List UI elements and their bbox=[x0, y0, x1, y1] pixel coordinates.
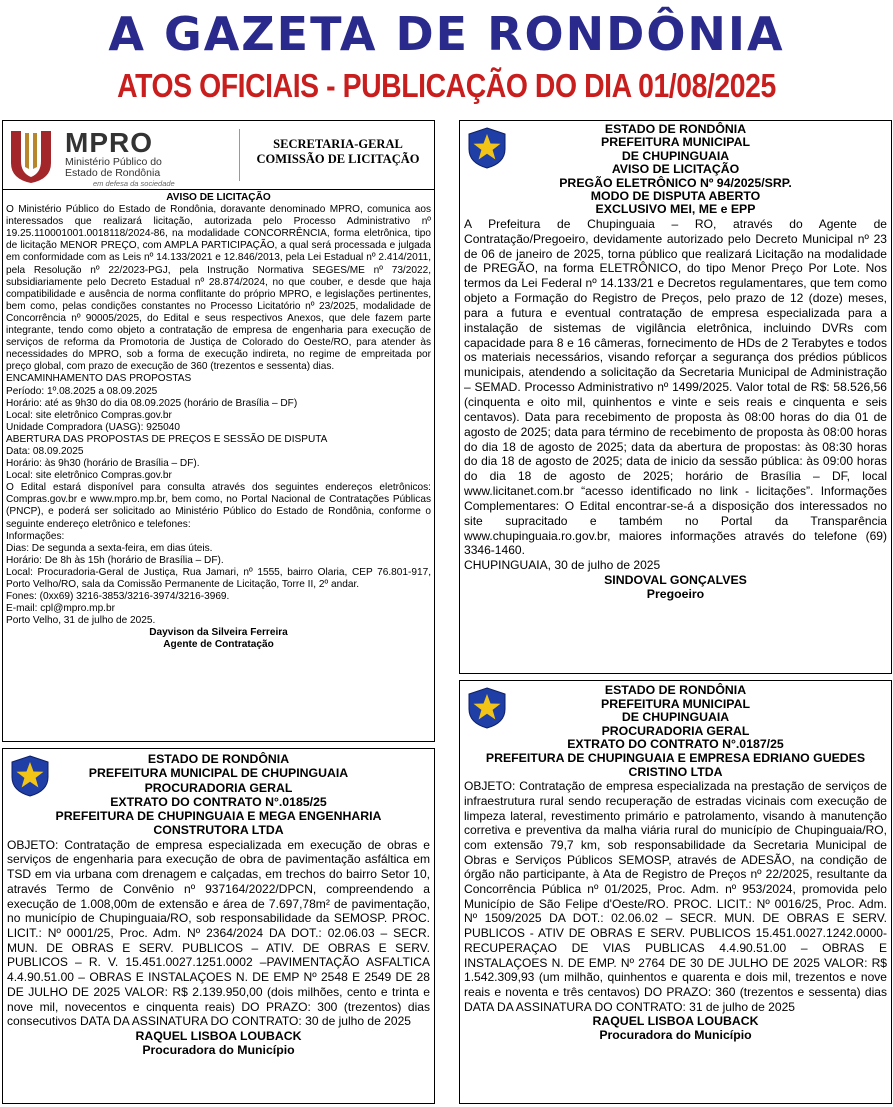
mpro-notice-box bbox=[2, 120, 435, 742]
mpro-line: Unidade Compradora (UASG): 925040 bbox=[6, 421, 180, 433]
chupinguaia-seal-icon bbox=[9, 755, 51, 797]
mpro-logo-sub1: Ministério Público do bbox=[65, 156, 162, 168]
chupinguaia-seal-icon bbox=[466, 687, 508, 729]
mpro-line: Data: 08.09.2025 bbox=[6, 445, 84, 457]
mpro-logo-tagline: em defesa da sociedade bbox=[93, 179, 175, 188]
mpro-line: Período: 1º.08.2025 a 08.09.2025 bbox=[6, 385, 158, 397]
mpro-paragraph-local: Local: Procuradoria-Geral de Justiça, Rua Jamari, nº 1555, bairro Olaria, CEP 76.801-917, Porto Velho/RO, sala da Comissão Permanente de Licitação, Torre II, 2º andar. bbox=[6, 566, 431, 590]
mpro-line: ABERTURA DAS PROPOSTAS DE PREÇOS E SESSÃO DE DISPUTA bbox=[6, 433, 328, 445]
contrato-185-signer-name: RAQUEL LISBOA LOUBACK bbox=[135, 1028, 302, 1043]
mpro-line: E-mail: cpl@mpro.mp.br bbox=[6, 603, 115, 615]
mpro-signer-role: Agente de Contratação bbox=[163, 639, 274, 651]
contrato-185-head-line: PROCURADORIA GERAL bbox=[144, 780, 293, 795]
mpro-line: Local: site eletrônico Compras.gov.br bbox=[6, 409, 172, 421]
mpro-header bbox=[3, 121, 434, 190]
pregao-signer-name: SINDOVAL GONÇALVES bbox=[604, 573, 747, 588]
mpro-header-divider bbox=[239, 129, 240, 181]
pregao-notice-box bbox=[459, 120, 892, 674]
mpro-logo-sub2: Estado de Rondônia bbox=[65, 167, 161, 179]
contrato-185-box bbox=[2, 748, 435, 1104]
contrato-187-head-line: PREFEITURA MUNICIPAL bbox=[601, 696, 750, 711]
mpro-line: Horário: De 8h às 15h (horário de Brasília – DF). bbox=[6, 554, 224, 566]
mpro-line: Dias: De segunda a sexta-feira, em dias úteis. bbox=[6, 542, 213, 554]
mpro-line: Local: site eletrônico Compras.gov.br bbox=[6, 470, 172, 482]
pregao-head-line: ESTADO DE RONDÔNIA bbox=[604, 122, 747, 136]
mpro-logo-icon bbox=[7, 127, 55, 185]
pregao-body: A Prefeitura de Chupinguaia – RO, através do Agente de Contratação/Pregoeiro, devidamente autorizado pelo Decreto Municipal nº 23 de 06 de janeiro de 2025, torna público que realizará Licitação na modalidade de PREGÃO, na forma ELETRÔNICO, do tipo Menor Preço Por Lote. Nos termos da Lei Federal nº 14.133/21 e Decretos regulamentares, que tem como objeto a Formação do Registro de Preços, pelo prazo de 12 (doze) meses, para a futura e eventual contratação de empresa especializada para a instalação de sistemas de vigilância eletrônica, incluindo DVRs com capacidade para 8 e 16 câmeras, fornecimento de HDs de 2 Terabytes e todos os materiais necessários, visando reforçar a segurança dos prédios públicos municipais, atendendo a solicitação da Secretaria Municipal de Administração – SEMAD. Processo Administrativo nº 1499/2025. Valor total de R$: 58.526,56 (cinquenta e oito mil, quinhentos e vinte e seis reais e cinquenta e seis centavos). Data para recebimento de proposta às 08:00 horas do dia 01 de agosto de 2025; data para término de recebimento de proposta às 08:00 horas do dia 18 de agosto de 2025; data da abertura de propostas: às 08:30 horas do dia 18 de agosto de 2025; data de inicio da sessão pública: às 09:00 horas do dia 18 de agosto de 2025; horário de Brasília – DF, local www.licitanet.com.br “acesso identificado no link - licitações”. Informações Complementares: O Edital encontrar-se-á a disposição dos interessados no site supracitado e também no Portal da Transparência www.chupinguaia.ro.gov.br, maiores informações através do telefone (69) 3346-1460. bbox=[464, 216, 887, 558]
contrato-187-head-line: DE CHUPINGUAIA bbox=[621, 710, 730, 725]
contrato-185-head-line: PREFEITURA MUNICIPAL DE CHUPINGUAIA bbox=[88, 766, 349, 781]
masthead bbox=[0, 0, 893, 112]
contrato-187-signer-name: RAQUEL LISBOA LOUBACK bbox=[592, 1014, 759, 1029]
publication-subtitle: ATOS OFICIAIS - PUBLICAÇÃO DO DIA 01/08/2025 bbox=[117, 67, 776, 104]
mpro-department-line1: SECRETARIA-GERAL bbox=[273, 137, 403, 151]
contrato-187-head-line: PREFEITURA DE CHUPINGUAIA E EMPRESA EDRIANO GUEDES bbox=[485, 750, 866, 765]
mpro-paragraph: O Ministério Público do Estado de Rondônia, doravante denominado MPRO, comunica aos interessados que realizará licitação, autorizada pelo Processo Administrativo nº 19.25.110001001.0018118/2024-86, na modalidade CONCORRÊNCIA, forma eletrônica, tipo de licitação MENOR PREÇO, com AMPLA PARTICIPAÇÃO, a qual será processada e julgada em conformidade com as Leis nº 14.133/2021 e 12.846/2013, pela Lei Estadual nº 2.414/2011, pela Resolução nº 22/2023-PGJ, pela Instrução Normativa SEGES/ME nº 73/2022, subsidiariamente pelo Decreto Estadual nº 28.874/2024, no que couber, e desde que haja compatibilidade e ausência de norma conflitante do próprio MPRO, e legislações pertinentes, bem como, pelas condições constantes no Processo Licitatório nº 23/2025, modalidade de Concorrência nº 90005/2025, do Edital e seus respectivos Anexos, que dele fazem parte integrante, tendo como objeto a contratação de empresa de engenharia para execução de serviços de reforma da Promotoria de Justiça de Colorado do Oeste/RO, para atender às necessidades do MPRO, sob a forma de execução indireta, no regime de empreitada por preço global, com prazo de execução de 360 (trezentos e sessenta) dias. bbox=[6, 204, 431, 373]
contrato-185-head-line: CONSTRUTORA LTDA bbox=[153, 823, 284, 838]
contrato-187-body: OBJETO: Contratação de empresa especializada na prestação de serviços de infraestrutura rural sendo recuperação de estradas vicinais com execução de limpeza lateral, revestimento primário e patrolamento, visando à manutenção corretiva e preventiva da malha viária rural do município de Chupinguaia/RO, com extensão 79,7 km, sob responsabilidade da Secretaria Municipal de Obras e Serviços Públicos SEMOSP, através de ADESÃO, na condição de órgão não participante, à Ata de Registro de Preços nº 22/2025, resultante da Concorrência Pública nº 01/2025, Proc. Adm. nº 953/2024, promovida pelo Município de São Felipe d'Oeste/RO. PROC. LICIT.: Nº 0016/25, Proc. Adm. Nº 1509/2025 DA DOT.: 02.06.02 – SECR. MUN. DE OBRAS E SERV. PUBLICOS - ATIV DE OBRAS E SERV. PUBLICOS 15.451.0027.1242.0000- RECUPERAÇAO DE VIAS PUBLICAS 4.4.90.51.00 – OBRAS E INSTALAÇOES N. DE EMP. Nº 2764 DE 30 DE JULHO DE 2025 VALOR: R$ 1.542.309,93 (um milhão, quinhentos e quarenta e dois mil, trezentos e nove reais e noventa e três centavos) DO PRAZO: 360 (trezentos e sessenta) dias DATA DA ASSINATURA DO CONTRATO: 31 de julho de 2025 bbox=[464, 779, 887, 1014]
chupinguaia-seal-icon bbox=[466, 127, 508, 169]
contrato-187-signer-role: Procuradora do Município bbox=[599, 1028, 752, 1043]
mpro-body bbox=[3, 190, 434, 652]
mpro-department bbox=[243, 137, 433, 167]
pregao-head-line: PREFEITURA MUNICIPAL bbox=[601, 135, 750, 150]
newspaper-title: A GAZETA DE RONDÔNIA bbox=[108, 7, 785, 61]
mpro-line: ENCAMINHAMENTO DAS PROPOSTAS bbox=[6, 373, 192, 385]
mpro-notice-title: AVISO DE LICITAÇÃO bbox=[166, 192, 271, 203]
contrato-185-body-wrap bbox=[3, 838, 434, 1029]
mpro-line: Porto Velho, 31 de julho de 2025. bbox=[6, 615, 156, 627]
pregao-head-line: AVISO DE LICITAÇÃO bbox=[611, 162, 740, 177]
mpro-signer-name: Dayvison da Silveira Ferreira bbox=[149, 627, 288, 639]
mpro-department-line2: COMISSÃO DE LICITAÇÃO bbox=[256, 152, 420, 166]
contrato-187-head-line: EXTRATO DO CONTRATO N°.0187/25 bbox=[567, 737, 784, 752]
contrato-187-head-line: PROCURADORIA GERAL bbox=[601, 723, 750, 738]
contrato-187-body-wrap bbox=[460, 779, 891, 1014]
pregao-body-wrap bbox=[460, 217, 891, 573]
pregao-signer-role: Pregoeiro bbox=[646, 587, 705, 602]
mpro-line: Horário: às 9h30 (horário de Brasília – DF). bbox=[6, 458, 200, 470]
contrato-185-head-line: PREFEITURA DE CHUPINGUAIA E MEGA ENGENHARIA bbox=[55, 809, 382, 824]
mpro-line: Horário: até as 9h30 do dia 08.09.2025 (horário de Brasília – DF) bbox=[6, 397, 298, 409]
contrato-185-body: OBJETO: Contratação de empresa especializada em execução de obras e serviços de engenharia para execução de obra de pavimentação asfáltica em TSD em via urbana com drenagem e calçadas, em trechos do bairro Setor 10, através Termo de Convênio nº 937164/2022/DPCN, compreendendo a execução de 1.008,00m de extensão e área de 7.697,78m² de pavimentação, no município de Chupinguaia/RO, sob responsabilidade da SEMOSP. PROC. LICIT.: Nº 0001/25, Proc. Adm. Nº 2364/2024 DA DOT.: 02.06.03 – SECR. MUN. DE OBRAS E SERV. PUBLICOS – ATIV. DE OBRAS E SERV. PUBLICOS – R. V. 15.451.0027.1251.0002 –PAVIMENTAÇÃO ASFALTICA 4.4.90.51.00 – OBRAS E INSTALAÇOES N. DE EMP Nº 2548 E 2549 DE 28 DE JULHO DE 2025 VALOR: R$ 2.139.950,00 (dois milhões, cento e trinta e nove mil, novecentos e cinquenta reais) DO PRAZO: 300 (trezentos) dias consecutivos DATA DA ASSINATURA DO CONTRATO: 30 de julho de 2025 bbox=[7, 837, 430, 1029]
mpro-logo-title: MPRO bbox=[65, 127, 153, 158]
mpro-line: Fones: (0xx69) 3216-3853/3216-3974/3216-3969. bbox=[6, 591, 230, 603]
contrato-185-head-line: ESTADO DE RONDÔNIA bbox=[147, 752, 290, 766]
pregao-head-line: EXCLUSIVO MEI, ME e EPP bbox=[595, 202, 756, 217]
pregao-head-line: PREGÃO ELETRÔNICO Nº 94/2025/SRP. bbox=[559, 175, 792, 190]
contrato-187-head-line: ESTADO DE RONDÔNIA bbox=[604, 683, 747, 697]
contrato-185-signer-role: Procuradora do Município bbox=[142, 1042, 295, 1057]
pregao-head-line: DE CHUPINGUAIA bbox=[621, 148, 730, 163]
pregao-place-date: CHUPINGUAIA, 30 de julho de 2025 bbox=[464, 558, 661, 573]
mpro-line: Informações: bbox=[6, 530, 65, 542]
mpro-paragraph-edital: O Edital estará disponível para consulta através dos seguintes endereços eletrônicos: Compras.gov.br e www.mpro.mp.br, bem como, no Portal Nacional de Contratações Públicas (PNCP), e poderá ser solicitado ao Ministério Público do Estado de Rondônia, conforme o seguinte endereço eletrônico e telefones: bbox=[6, 482, 431, 530]
contrato-187-box bbox=[459, 680, 892, 1104]
mpro-logo-text bbox=[65, 129, 175, 189]
pregao-head-line: MODO DE DISPUTA ABERTO bbox=[590, 189, 761, 204]
contrato-187-head-line: CRISTINO LTDA bbox=[628, 764, 723, 779]
contrato-185-head-line: EXTRATO DO CONTRATO N°.0185/25 bbox=[110, 794, 327, 809]
